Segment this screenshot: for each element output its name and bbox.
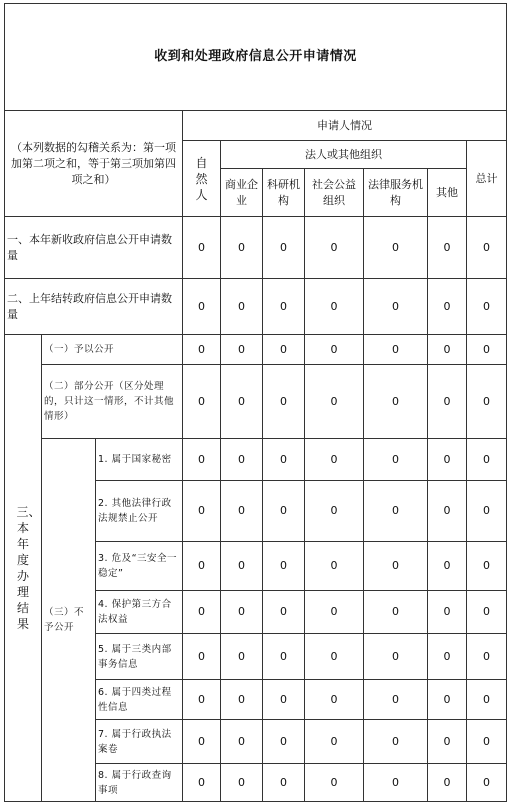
- header-row-1: [5, 111, 507, 141]
- table-row: [5, 335, 507, 365]
- cell-value: 0: [364, 634, 428, 680]
- header-note: （本列数据的勾稽关系为：第一项加第二项之和，等于第三项加第四项之和）: [5, 111, 183, 217]
- cell-value: 0: [183, 439, 221, 481]
- application-statistics-table: [4, 3, 507, 802]
- cell-value: 0: [364, 217, 428, 279]
- cell-value: 0: [183, 365, 221, 439]
- cell-value: 0: [364, 335, 428, 365]
- cell-value: 0: [221, 481, 263, 542]
- header-legal-person-group: 法人或其他组织: [221, 141, 467, 169]
- row-label: 1. 属于国家秘密: [96, 439, 183, 481]
- cell-value: 0: [364, 680, 428, 720]
- cell-value: 0: [183, 279, 221, 335]
- cell-value: 0: [428, 439, 467, 481]
- row-label: 7. 属于行政执法案卷: [96, 720, 183, 764]
- cell-value: 0: [364, 720, 428, 764]
- cell-value: 0: [428, 335, 467, 365]
- cell-value: 0: [183, 680, 221, 720]
- cell-value: 0: [183, 764, 221, 802]
- cell-value: 0: [428, 365, 467, 439]
- row-label: （一）予以公开: [42, 335, 183, 365]
- cell-value: 0: [183, 720, 221, 764]
- cell-value: 0: [183, 481, 221, 542]
- cell-value: 0: [221, 591, 263, 634]
- cell-value: 0: [305, 720, 364, 764]
- cell-value: 0: [467, 279, 507, 335]
- cell-value: 0: [428, 542, 467, 591]
- cell-value: 0: [263, 365, 305, 439]
- cell-value: 0: [428, 279, 467, 335]
- header-research: 科研机构: [263, 169, 305, 217]
- cell-value: 0: [364, 279, 428, 335]
- cell-value: 0: [428, 764, 467, 802]
- cell-value: 0: [305, 279, 364, 335]
- cell-value: 0: [221, 680, 263, 720]
- page-title: 收到和处理政府信息公开申请情况: [5, 4, 507, 111]
- cell-value: 0: [221, 542, 263, 591]
- table-row: [5, 365, 507, 439]
- row-label: 一、本年新收政府信息公开申请数量: [5, 217, 183, 279]
- cell-value: 0: [467, 481, 507, 542]
- cell-value: 0: [467, 591, 507, 634]
- cell-value: 0: [263, 542, 305, 591]
- cell-value: 0: [428, 720, 467, 764]
- cell-value: 0: [183, 591, 221, 634]
- cell-value: 0: [364, 764, 428, 802]
- cell-value: 0: [305, 481, 364, 542]
- cell-value: 0: [263, 217, 305, 279]
- cell-value: 0: [467, 634, 507, 680]
- cell-value: 0: [183, 335, 221, 365]
- row-label: 3. 危及“三安全一稳定”: [96, 542, 183, 591]
- cell-value: 0: [221, 217, 263, 279]
- cell-value: 0: [221, 439, 263, 481]
- cell-value: 0: [263, 680, 305, 720]
- cell-value: 0: [467, 764, 507, 802]
- row-label: 8. 属于行政查询事项: [96, 764, 183, 802]
- cell-value: 0: [263, 279, 305, 335]
- cell-value: 0: [428, 217, 467, 279]
- cell-value: 0: [364, 365, 428, 439]
- cell-value: 0: [305, 335, 364, 365]
- header-natural-person: 自然人: [183, 141, 221, 217]
- cell-value: 0: [221, 365, 263, 439]
- not-disclose-label: （三）不予公开: [42, 439, 96, 802]
- cell-value: 0: [263, 720, 305, 764]
- header-total: 总计: [467, 141, 507, 217]
- cell-value: 0: [221, 279, 263, 335]
- cell-value: 0: [263, 591, 305, 634]
- cell-value: 0: [467, 365, 507, 439]
- cell-value: 0: [305, 680, 364, 720]
- cell-value: 0: [221, 634, 263, 680]
- row-label: 二、上年结转政府信息公开申请数量: [5, 279, 183, 335]
- row-label: 6. 属于四类过程性信息: [96, 680, 183, 720]
- cell-value: 0: [263, 764, 305, 802]
- cell-value: 0: [305, 634, 364, 680]
- cell-value: 0: [221, 764, 263, 802]
- cell-value: 0: [305, 365, 364, 439]
- row-label: 5. 属于三类内部事务信息: [96, 634, 183, 680]
- cell-value: 0: [263, 634, 305, 680]
- cell-value: 0: [221, 335, 263, 365]
- cell-value: 0: [305, 764, 364, 802]
- header-other: 其他: [428, 169, 467, 217]
- cell-value: 0: [305, 542, 364, 591]
- cell-value: 0: [183, 542, 221, 591]
- row-label: （二）部分公开（区分处理的，只计这一情形，不计其他情形）: [42, 365, 183, 439]
- cell-value: 0: [467, 680, 507, 720]
- section3-label: 三、本年度办理结果: [5, 335, 42, 802]
- cell-value: 0: [467, 335, 507, 365]
- header-social-welfare: 社会公益组织: [305, 169, 364, 217]
- cell-value: 0: [221, 720, 263, 764]
- cell-value: 0: [467, 439, 507, 481]
- cell-value: 0: [183, 634, 221, 680]
- table-row: [5, 217, 507, 279]
- cell-value: 0: [263, 481, 305, 542]
- cell-value: 0: [428, 680, 467, 720]
- cell-value: 0: [428, 634, 467, 680]
- cell-value: 0: [183, 217, 221, 279]
- cell-value: 0: [364, 542, 428, 591]
- cell-value: 0: [364, 591, 428, 634]
- cell-value: 0: [428, 481, 467, 542]
- table-row: [5, 439, 507, 481]
- cell-value: 0: [263, 335, 305, 365]
- cell-value: 0: [467, 217, 507, 279]
- row-label: 4. 保护第三方合法权益: [96, 591, 183, 634]
- cell-value: 0: [364, 439, 428, 481]
- header-legal-service: 法律服务机构: [364, 169, 428, 217]
- table-row: [5, 279, 507, 335]
- row-label: 2. 其他法律行政法规禁止公开: [96, 481, 183, 542]
- cell-value: 0: [305, 591, 364, 634]
- cell-value: 0: [263, 439, 305, 481]
- cell-value: 0: [467, 542, 507, 591]
- title-row: [5, 4, 507, 111]
- cell-value: 0: [467, 720, 507, 764]
- header-applicant-situation: 申请人情况: [183, 111, 507, 141]
- cell-value: 0: [305, 439, 364, 481]
- header-commercial: 商业企业: [221, 169, 263, 217]
- cell-value: 0: [428, 591, 467, 634]
- cell-value: 0: [305, 217, 364, 279]
- report-table-container: [4, 3, 507, 802]
- cell-value: 0: [364, 481, 428, 542]
